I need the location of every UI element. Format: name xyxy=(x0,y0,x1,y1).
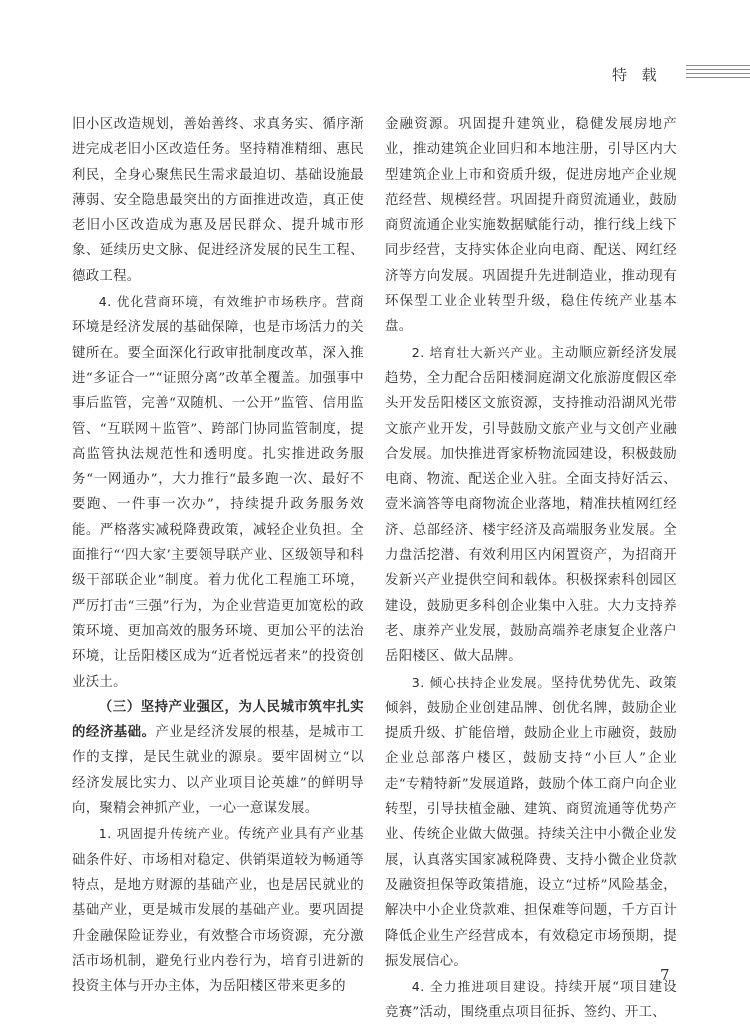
paragraph xyxy=(72,289,364,695)
paragraph-text: 传统产业具有产业基础条件好、市场相对稳定、供销渠道较为畅通等特点，是地方财源的基础产业，也是居民就业的基础产业，更是城市发展的基础产业。要巩固提升金融保险证券业，有效整合市场资源，充分激活市场机制，避免行业内卷行为，培育引进新的投资主体与开办主体，为岳阳楼区带来更多的 xyxy=(72,827,364,995)
left-column xyxy=(72,112,364,999)
paragraph-text: 坚持优势优先、政策倾斜，鼓励企业创建品牌、创优名牌，鼓励企业提质升级、扩能倍增，鼓励企业上市融资，鼓励企业总部落户楼区，鼓励支持“小巨人”企业走“专精特新”发展道路，鼓励个体工商户向企业转型，引导扶植金融、建筑、商贸流通等优势产业、传统企业做大做强。持续关注中小微企业发展，认真落实国家减税降费、支持小微企业贷款及融资担保等政策措施，设立“过桥”风险基金，解决中小企业贷款难、担保难等问题，千方百计降低企业生产经营成本，有效稳定市场预期，提振发展信心。 xyxy=(385,675,677,969)
section-heading: （三）坚持产业强区，为人民城市筑牢扎实的经济基础。 xyxy=(72,699,364,741)
paragraph xyxy=(385,670,677,975)
paragraph-text: 旧小区改造规划，善始善终、求真务实、循序渐进完成老旧小区改造任务。坚持精准精细、惠民利民，全身心聚焦民生需求最迫切、基础设施最薄弱、安全隐患最突出的方面推进改造，真正使老旧小区改造成为惠及居民群众、提升城市形象、延续历史文脉、促进经济发展的民生工程、德政工程。 xyxy=(72,117,364,284)
paragraph xyxy=(72,695,364,821)
paragraph-lead: 3. 倾心扶持企业发展。 xyxy=(411,674,551,690)
paragraph-lead: 2. 培育壮大新兴产业。 xyxy=(411,344,551,360)
paragraph xyxy=(385,340,677,670)
paragraph xyxy=(72,112,364,289)
header-rule-decoration xyxy=(686,65,750,81)
paragraph xyxy=(72,821,364,999)
paragraph-text: 金融资源。巩固提升建筑业，稳健发展房地产业，推动建筑企业回归和本地注册，引导区内大型建筑企业上市和资质升级，促进房地产企业规范经营、规模经营。巩固提升商贸流通业，鼓励商贸流通企业实施数据赋能行动，推行线上线下同步经营，支持实体企业向电商、配送、网红经济等方向发展。巩固提升先进制造业，推动现有环保型工业企业转型升级，稳住传统产业基本盘。 xyxy=(385,117,677,335)
paragraph-text: 产业是经济发展的根基，是城市工作的支撑，是民生就业的源泉。要牢固树立“以经济发展比实力、以产业项目论英雄”的鲜明导向，聚精会神抓产业，一心一意谋发展。 xyxy=(72,725,364,817)
page-header xyxy=(0,62,750,88)
paragraph xyxy=(385,974,677,1026)
paragraph-lead: 1. 巩固提升传统产业。 xyxy=(98,826,238,842)
section-title: 特 载 xyxy=(612,66,662,84)
right-column xyxy=(385,112,677,1026)
paragraph-lead: 4. 全力推进项目建设。 xyxy=(411,979,555,995)
paragraph-text: 主动顺应新经济发展趋势，全力配合岳阳楼洞庭湖文化旅游度假区牵头开发岳阳楼区文旅资源，支持推动沿湖风光带文旅产业开发，引导鼓励文旅产业与文创产业融合发展。加快推进胥家桥物流园建设，积极鼓励电商、物流、配送企业入驻。全面支持好活云、壹米滴答等电商物流企业落地，精准扶植网红经济、总部经济、楼宇经济及高端服务业发展。全力盘活挖潜、有效利用区内闲置资产，为招商开发新兴产业提供空间和载体。积极探索科创园区建设，鼓励更多科创企业集中入驻。大力支持养老、康养产业发展，鼓励高端养老康复企业落户岳阳楼区、做大品牌。 xyxy=(385,345,677,665)
paragraph-text: 持续开展“项目建设竞赛”活动，围绕重点项目征拆、签约、开工、 xyxy=(385,980,677,1021)
page-number: 7 xyxy=(660,966,670,984)
paragraph-lead: 4. 优化营商环境，有效维护市场秩序。 xyxy=(98,294,336,310)
paragraph-text: 营商环境是经济发展的基础保障，也是市场活力的关键所在。要全面深化行政审批制度改革，深入推进“多证合一”“证照分离”改革全覆盖。加强事中事后监管，完善“双随机、一公开”监管、信用监管、“互联网＋监管”、跨部门协同监管制度，提高监管执法规范性和透明度。扎实推进政务服务“一网通办”，大力推行“最多跑一次、最好不要跑、一件事一次办”，持续提升政务服务效能。严格落实减税降费政策，减轻企业负担。全面推行“‘四大家’主要领导联产业、区级领导和科级干部联企业”制度。着力优化工程施工环境，严厉打击“三强”行为，为企业营造更加宽松的政策环境、更加高效的服务环境、更加公平的法治环境，让岳阳楼区成为“近者悦远者来”的投资创业沃土。 xyxy=(72,295,364,690)
paragraph xyxy=(385,112,677,340)
